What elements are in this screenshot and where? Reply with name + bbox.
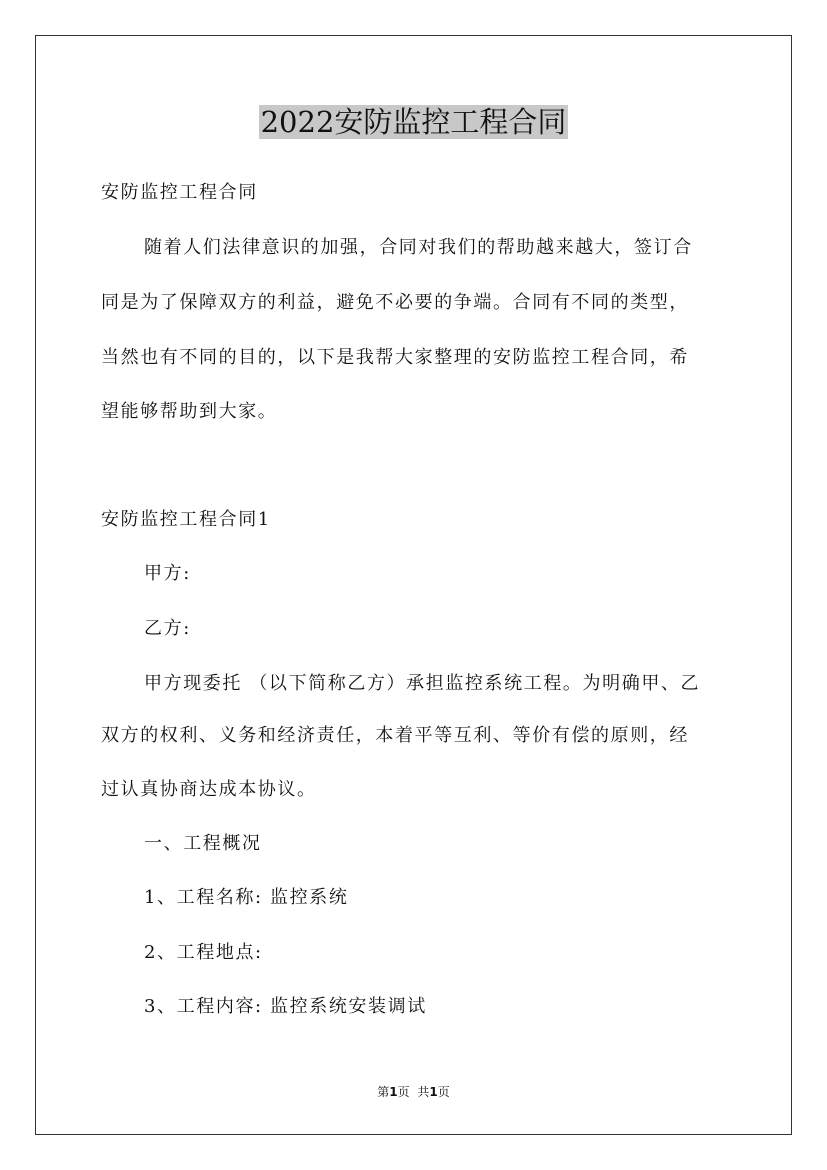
intro-line-4: 望能够帮助到大家。 [101, 401, 278, 422]
overview-heading: 一、工程概况 [144, 833, 262, 854]
footer-total-number: 1 [429, 1085, 438, 1099]
footer-page-prefix: 第 [377, 1085, 390, 1099]
overview-item-1: 1、工程名称: 监控系统 [144, 887, 349, 908]
document-title-text: 2022安防监控工程合同 [260, 105, 567, 139]
body-line-3: 过认真协商达成本协议。 [101, 779, 317, 800]
page-footer [0, 1084, 827, 1100]
overview-item-2: 2、工程地点: [144, 942, 263, 963]
intro-line-2: 同是为了保障双方的利益，避免不必要的争端。合同有不同的类型， [101, 292, 689, 313]
body-line-2: 双方的权利、义务和经济责任，本着平等互利、等价有偿的原则，经 [101, 725, 689, 746]
overview-item-3: 3、工程内容: 监控系统安装调试 [144, 996, 427, 1017]
footer-total-suffix: 页 [437, 1085, 450, 1099]
intro-line-3: 当然也有不同的目的，以下是我帮大家整理的安防监控工程合同，希 [101, 347, 689, 368]
footer-page-number: 1 [389, 1085, 398, 1099]
section-heading: 安防监控工程合同1 [101, 509, 271, 530]
body-line-1: 甲方现委托 （以下简称乙方）承担监控系统工程。为明确甲、乙 [144, 673, 701, 694]
document-title [0, 102, 827, 142]
party-a-label: 甲方: [144, 563, 191, 584]
document-subtitle: 安防监控工程合同 [101, 182, 258, 203]
party-b-label: 乙方: [144, 618, 191, 639]
footer-page-suffix: 页 [397, 1085, 410, 1099]
footer-total-prefix: 共 [417, 1085, 430, 1099]
intro-line-1: 随着人们法律意识的加强，合同对我们的帮助越来越大，签订合 [144, 237, 693, 258]
